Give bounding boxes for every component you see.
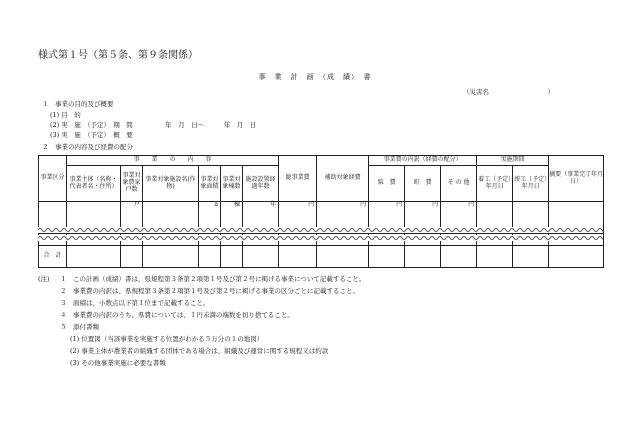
header-town: 町 費 [405, 166, 441, 202]
unit-total-cost: 円 [279, 202, 317, 234]
plan-table [38, 155, 604, 268]
header-start: 着工（予定）年月日 [477, 166, 513, 202]
section1-item-overview: (3) 実 施 （予定） 概 要 [50, 131, 133, 139]
form-number: 様式第１号（第５条、第９条関係） [38, 50, 198, 61]
header-end: 竣工（予定）年月日 [513, 166, 549, 202]
header-households: 事業対象農家戸数 [121, 166, 143, 202]
unit-other: 円 [441, 202, 477, 234]
unit-town: 円 [405, 202, 441, 234]
notes-lead: (注) [38, 275, 50, 283]
note-item: ２ 事業費の内訳は、県規程第３条第２項第１号及び第２号に掲げる事業の区分ごとに記載すること。 [60, 287, 359, 295]
unit-subsidy: 円 [317, 202, 369, 234]
header-content: 事 業 の 内 容 [67, 156, 279, 166]
header-subsidy: 補助対象経費 [317, 156, 369, 202]
unit-area: a [199, 202, 221, 234]
attachment-item: (2) 事業主体が農業者の組織する団体である場合は、組織及び運営に関する規程又は約款 [70, 347, 329, 355]
document-title: 事 業 計 画 （成 績） 書 [258, 73, 372, 81]
unit-years: 年 [243, 202, 279, 234]
section2-heading: ２ 事業の内容及び経費の配分 [42, 143, 133, 151]
header-cost-breakdown: 事業費の内訳（経費の配分） [369, 156, 477, 166]
note-item: ４ 事業費の内訳のうち、県費については、１円未満の端数を切り捨てること。 [60, 311, 294, 319]
note-item: １ この計画（成績）書は、県規程第３条第２項第１号及び第２号に掲げる事業について記載すること。 [60, 275, 366, 283]
unit-count: 棟 [221, 202, 243, 234]
wave-break-top [38, 227, 603, 233]
header-summary: 摘要（事業完了年月日） [549, 156, 604, 202]
header-other: そ の 他 [441, 166, 477, 202]
unit-pref: 円 [369, 202, 405, 234]
header-period: 実施期間 [477, 156, 549, 166]
section1-item-purpose: (1) 目 的 [50, 111, 81, 119]
header-count: 事業対象棟数 [221, 166, 243, 202]
header-pref: 県 費 [369, 166, 405, 202]
header-entity: 事業主体（名称・代表者名・住所） [67, 166, 121, 202]
total-row-label: 合 計 [39, 246, 67, 268]
header-category: 事業区分 [39, 156, 67, 202]
header-total-cost: 総事業費 [279, 156, 317, 202]
unit-households: 戸 [121, 202, 143, 234]
header-years: 施設設置経過年数 [243, 166, 279, 202]
applicant-name-field: （災害名 ） [463, 88, 554, 96]
header-area: 事業対象面積 [199, 166, 221, 202]
note-item: ５ 添付書類 [60, 323, 99, 331]
attachment-item: (3) その他事業実施に必要な書類 [70, 359, 166, 367]
wave-break-bottom [38, 235, 603, 241]
attachment-item: (1) 位置図（当該事業を実施する位置がわかる５万分の１の地図） [70, 335, 264, 343]
section1-item-period: (2) 実 施 （予定） 期 間 年 月 日～ 年 月 日 [50, 121, 257, 129]
section1-heading: １ 事業の目的及び概要 [42, 100, 114, 108]
note-item: ３ 面積は、小数点以下第１位まで記載すること。 [60, 299, 210, 307]
header-facility: 事業対象施設名(作物) [143, 166, 199, 202]
